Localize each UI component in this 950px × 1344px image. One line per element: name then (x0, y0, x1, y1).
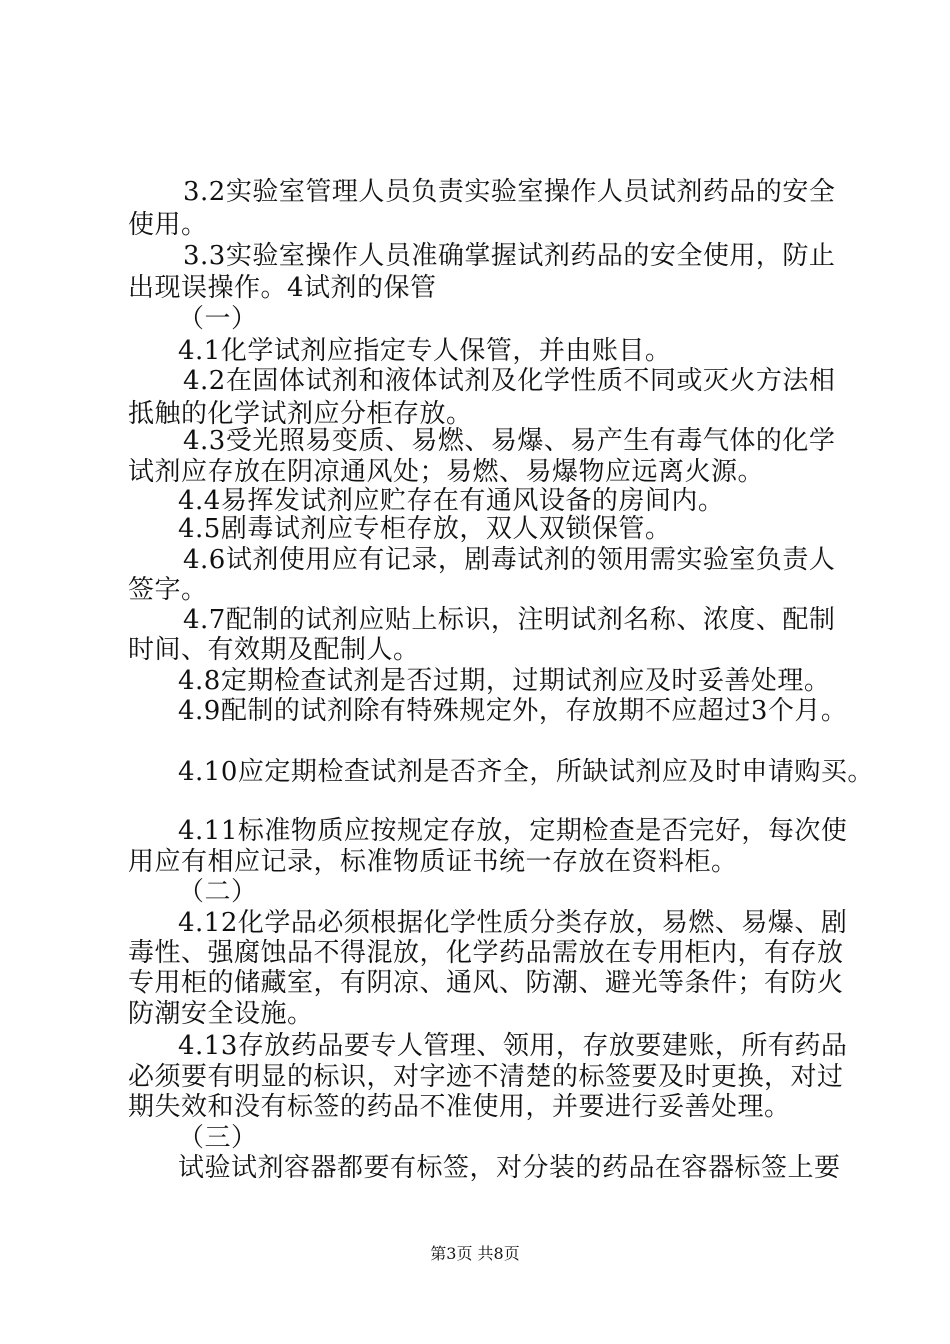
text-line: 签字。 (128, 575, 208, 605)
section-marker: （三） (178, 1123, 258, 1153)
text-line: 出现误操作。4试剂的保管 (128, 273, 437, 303)
text-line: 抵触的化学试剂应分柜存放。 (128, 399, 473, 429)
text-line: 4.6试剂使用应有记录，剧毒试剂的领用需实验室负责人 (183, 545, 836, 575)
text-line: 4.9配制的试剂除有特殊规定外，存放期不应超过3个月。 (178, 696, 848, 726)
text-line: 防潮安全设施。 (128, 999, 314, 1029)
text-line: 4.5剧毒试剂应专柜存放，双人双锁保管。 (178, 514, 672, 544)
text-line: 期失效和没有标签的药品不准使用，并要进行妥善处理。 (128, 1092, 791, 1122)
text-line: 4.3受光照易变质、易燃、易爆、易产生有毒气体的化学 (183, 426, 836, 456)
text-line: 4.11标准物质应按规定存放，定期检查是否完好，每次使 (178, 816, 848, 846)
text-line: 4.1化学试剂应指定专人保管，并由账目。 (178, 336, 672, 366)
text-line: 专用柜的储藏室，有阴凉、通风、防潮、避光等条件；有防火 (128, 968, 844, 998)
text-line: 使用。 (128, 210, 208, 240)
text-line: 4.8定期检查试剂是否过期，过期试剂应及时妥善处理。 (178, 666, 831, 696)
text-line: 4.7配制的试剂应贴上标识，注明试剂名称、浓度、配制 (183, 605, 836, 635)
page-number-footer: 第3页 共8页 (430, 1244, 520, 1263)
section-marker: （二） (178, 877, 258, 907)
section-marker: （一） (178, 304, 258, 334)
text-line: 3.2实验室管理人员负责实验室操作人员试剂药品的安全 (183, 177, 836, 207)
text-line: 毒性、强腐蚀品不得混放，化学药品需放在专用柜内，有存放 (128, 938, 844, 968)
text-line: 4.4易挥发试剂应贮存在有通风设备的房间内。 (178, 486, 725, 516)
text-line: 4.10应定期检查试剂是否齐全，所缺试剂应及时申请购买。 (178, 757, 874, 787)
text-line: 试剂应存放在阴凉通风处；易燃、易爆物应远离火源。 (128, 457, 765, 487)
text-line: 4.2在固体试剂和液体试剂及化学性质不同或灭火方法相 (183, 366, 836, 396)
text-line: 4.12化学品必须根据化学性质分类存放，易燃、易爆、剧 (178, 908, 848, 938)
text-line: 3.3实验室操作人员准确掌握试剂药品的安全使用，防止 (183, 241, 836, 271)
text-line: 4.13存放药品要专人管理、领用，存放要建账，所有药品 (178, 1031, 848, 1061)
text-line: 试验试剂容器都要有标签，对分装的药品在容器标签上要 (178, 1153, 841, 1183)
text-line: 时间、有效期及配制人。 (128, 635, 420, 665)
text-line: 用应有相应记录，标准物质证书统一存放在资料柜。 (128, 847, 738, 877)
text-line: 必须要有明显的标识，对字迹不清楚的标签要及时更换，对过 (128, 1062, 844, 1092)
